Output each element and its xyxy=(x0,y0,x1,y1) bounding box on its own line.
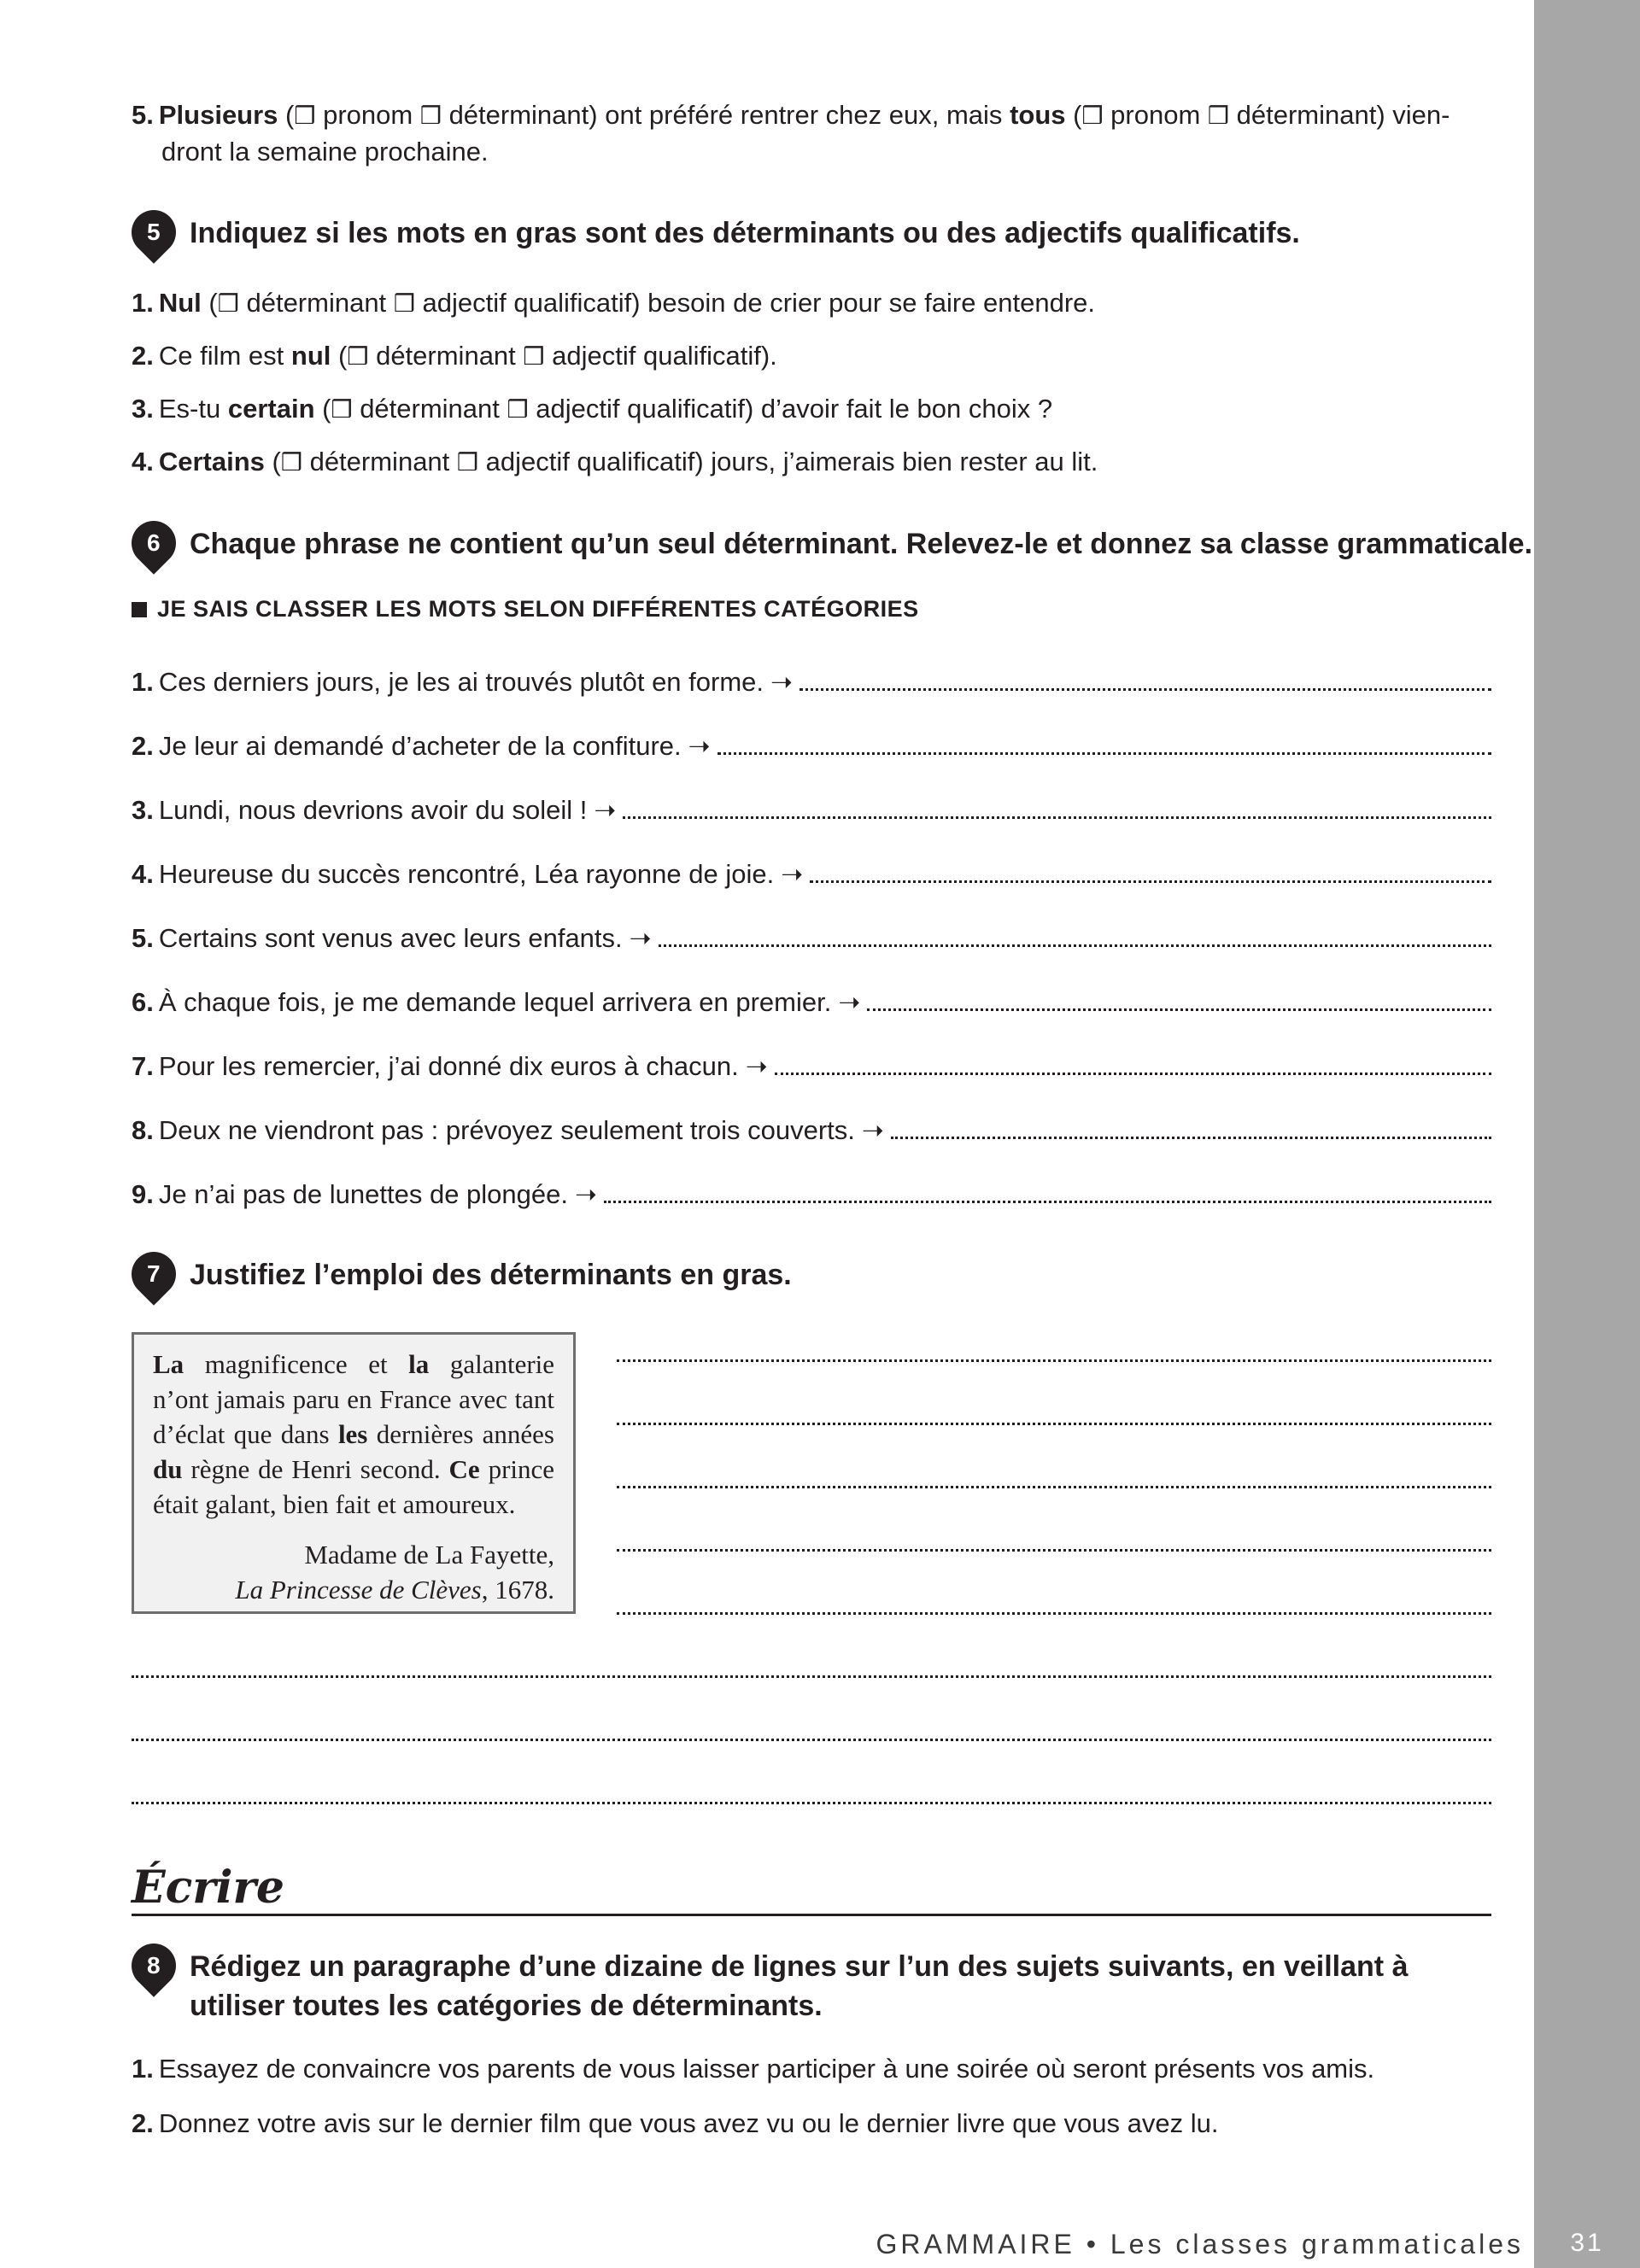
answer-line[interactable] xyxy=(132,1675,1491,1678)
exercise-number-badge: 6 xyxy=(122,511,185,575)
answer-line[interactable] xyxy=(617,1359,1491,1362)
arrow-icon: ➝ xyxy=(770,667,793,697)
answer-line[interactable] xyxy=(617,1486,1491,1488)
ex5-item-1: 1. Nul (❒ déterminant ❒ adjectif qualificatif) besoin de crier pour se faire entendre. xyxy=(132,288,1096,318)
answer-line[interactable] xyxy=(800,666,1491,691)
answer-line[interactable] xyxy=(623,794,1491,819)
answer-line[interactable] xyxy=(775,1050,1491,1075)
checkbox-icon[interactable]: ❒ xyxy=(1081,102,1104,129)
ex4-item-5-continuation: dront la semaine prochaine. xyxy=(161,137,489,167)
excerpt-text: La magnificence et la galanterie n’ont jamais paru en France avec tant d’éclat que dans les dernières années du règne de Henri second. Ce prince était galant, bien fait et amoureux. xyxy=(153,1349,555,1519)
checkbox-icon[interactable]: ❒ xyxy=(347,343,369,370)
answer-line[interactable] xyxy=(132,1739,1491,1741)
ex8-item-2: 2. Donnez votre avis sur le dernier film que vous avez vu ou le dernier livre que vous avez lu. xyxy=(132,2108,1219,2138)
arrow-icon: ➝ xyxy=(594,795,617,825)
ex8-item-1: 1. Essayez de convaincre vos parents de vous laisser participer à une soirée où seront présents vos amis. xyxy=(132,2054,1375,2084)
checkbox-icon[interactable]: ❒ xyxy=(1207,102,1230,129)
ex6-item-7: 7. Pour les remercier, j’ai donné dix euros à chacun. ➝ xyxy=(132,1050,1491,1088)
checkbox-icon[interactable]: ❒ xyxy=(507,396,529,423)
answer-line[interactable] xyxy=(617,1423,1491,1425)
square-bullet-icon xyxy=(132,602,147,617)
ex8-heading xyxy=(132,1947,1408,2025)
ex5-heading xyxy=(132,213,1300,254)
answer-line[interactable] xyxy=(617,1549,1491,1552)
checkbox-icon[interactable]: ❒ xyxy=(331,396,353,423)
arrow-icon: ➝ xyxy=(838,987,861,1017)
running-footer: GRAMMAIRE • Les classes grammaticales xyxy=(876,2229,1524,2259)
ex5-item-4: 4. Certains (❒ déterminant ❒ adjectif qualificatif) jours, j’aimerais bien rester au lit. xyxy=(132,447,1098,476)
answer-line[interactable] xyxy=(604,1178,1491,1203)
ex7-title: Justifiez l’emploi des déterminants en gras. xyxy=(190,1259,792,1291)
side-margin-band xyxy=(1534,0,1640,2268)
ex6-item-6: 6. À chaque fois, je me demande lequel arrivera en premier. ➝ xyxy=(132,986,1491,1024)
ex6-item-2: 2. Je leur ai demandé d’acheter de la confiture. ➝ xyxy=(132,730,1491,768)
checkbox-icon[interactable]: ❒ xyxy=(419,102,442,129)
answer-line[interactable] xyxy=(810,858,1491,883)
answer-line[interactable] xyxy=(867,986,1491,1011)
section-rule xyxy=(132,1914,1491,1916)
answer-line[interactable] xyxy=(891,1114,1491,1139)
checkbox-icon[interactable]: ❒ xyxy=(393,290,415,317)
arrow-icon: ➝ xyxy=(745,1051,768,1081)
ex6-item-5: 5. Certains sont venus avec leurs enfants. ➝ xyxy=(132,922,1491,960)
ex6-item-1: 1. Ces derniers jours, je les ai trouvés plutôt en forme. ➝ xyxy=(132,666,1491,704)
exercise-number-badge: 7 xyxy=(122,1242,185,1306)
ex6-heading xyxy=(132,524,1532,565)
ex6-item-3: 3. Lundi, nous devrions avoir du soleil ! ➝ xyxy=(132,794,1491,832)
checkbox-icon[interactable]: ❒ xyxy=(294,102,316,129)
arrow-icon: ➝ xyxy=(575,1179,597,1209)
answer-line[interactable] xyxy=(718,730,1491,755)
literary-excerpt-box xyxy=(132,1332,576,1614)
checkbox-icon[interactable]: ❒ xyxy=(217,290,239,317)
ex8-title: Rédigez un paragraphe d’une dizaine de lignes sur l’un des sujets suivants, en veillant à utiliser toutes les catégories de déterminants. xyxy=(190,1950,1409,2022)
page-number: 31 xyxy=(1570,2229,1604,2257)
arrow-icon: ➝ xyxy=(629,923,652,953)
ex6-item-8: 8. Deux ne viendront pas : prévoyez seulement trois couverts. ➝ xyxy=(132,1114,1491,1152)
ex6-title: Chaque phrase ne contient qu’un seul déterminant. Relevez-le et donnez sa classe grammaticale. xyxy=(190,528,1533,560)
ex6-item-4: 4. Heureuse du succès rencontré, Léa rayonne de joie. ➝ xyxy=(132,858,1491,896)
exercise-number-badge: 8 xyxy=(122,1934,185,1997)
answer-line[interactable] xyxy=(659,922,1491,947)
ex5-item-3: 3. Es-tu certain (❒ déterminant ❒ adjectif qualificatif) d’avoir fait le bon choix ? xyxy=(132,394,1053,424)
excerpt-source: Madame de La Fayette, La Princesse de Clèves, 1678. xyxy=(235,1540,554,1605)
ex6-item-9: 9. Je n’ai pas de lunettes de plongée. ➝ xyxy=(132,1178,1491,1216)
checkbox-icon[interactable]: ❒ xyxy=(523,343,545,370)
checkbox-icon[interactable]: ❒ xyxy=(280,449,302,476)
ex5-title: Indiquez si les mots en gras sont des déterminants ou des adjectifs qualificatifs. xyxy=(190,217,1300,249)
checkbox-icon[interactable]: ❒ xyxy=(456,449,479,476)
ex7-heading xyxy=(132,1255,792,1296)
arrow-icon: ➝ xyxy=(781,859,804,889)
answer-line[interactable] xyxy=(617,1612,1491,1615)
arrow-icon: ➝ xyxy=(861,1115,884,1145)
section-heading-ecrire: Écrire xyxy=(132,1862,284,1914)
exercise-number-badge: 5 xyxy=(122,201,185,264)
arrow-icon: ➝ xyxy=(688,731,711,761)
skill-label: JE SAIS CLASSER LES MOTS SELON DIFFÉRENTES CATÉGORIES xyxy=(132,596,919,623)
answer-line[interactable] xyxy=(132,1802,1491,1804)
ex5-item-2: 2. Ce film est nul (❒ déterminant ❒ adjectif qualificatif). xyxy=(132,341,777,371)
ex4-item-5: 5. Plusieurs (❒ pronom ❒ déterminant) ont préféré rentrer chez eux, mais tous (❒ pronom ❒ déterminant) vien- xyxy=(132,100,1450,130)
